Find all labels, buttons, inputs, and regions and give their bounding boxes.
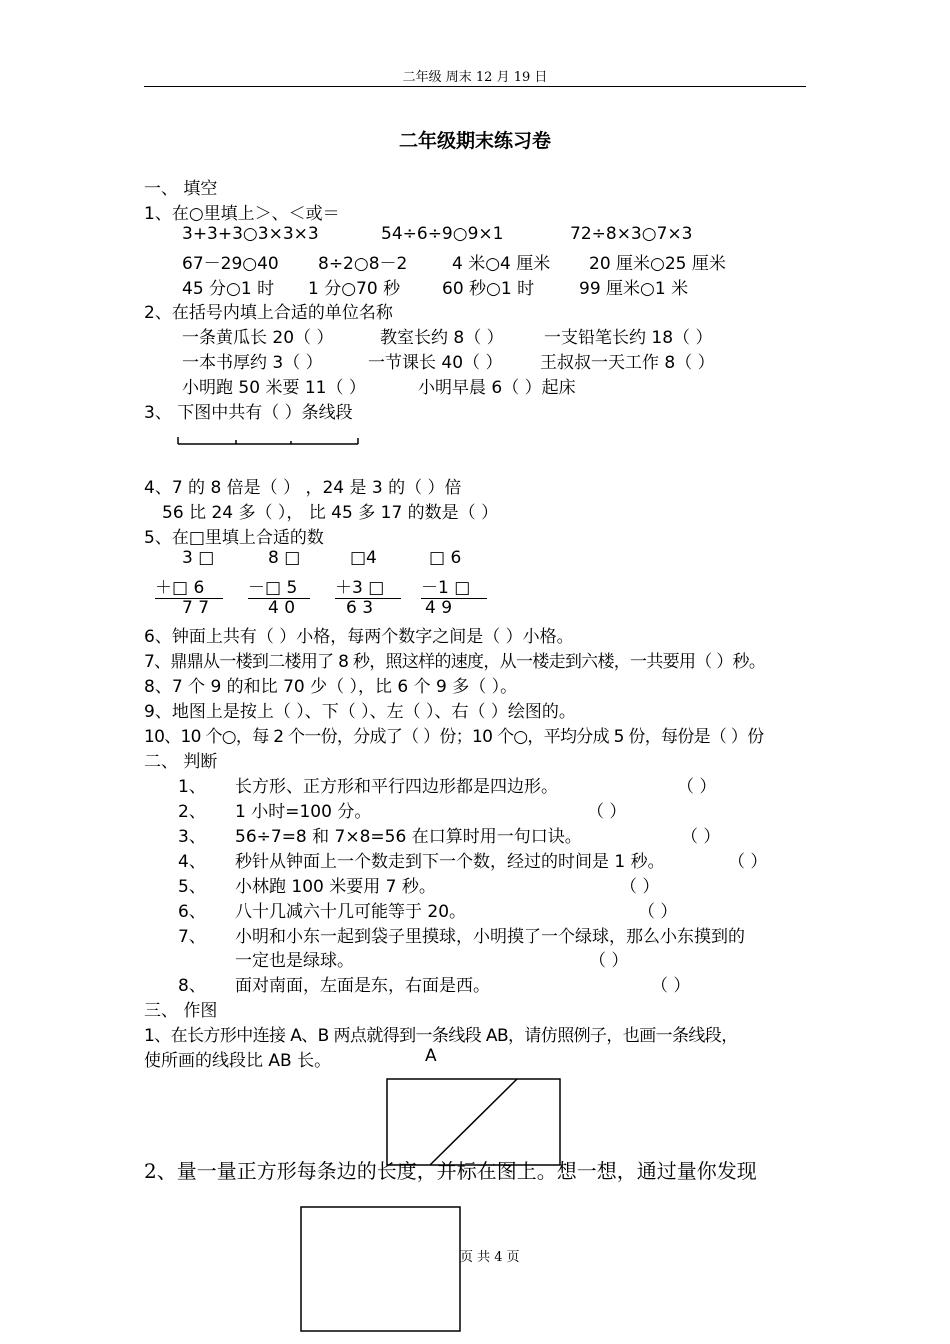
draw-q1-line1: 1、在长方形中连接 A、B 两点就得到一条线段 AB，请仿照例子，也画一条线段，: [144, 1026, 738, 1046]
q1-item: 99 厘米○1 米: [579, 279, 689, 299]
q2-item: 小明跑 50 米要 11（ ）: [182, 378, 366, 398]
judge-num: 7、: [178, 927, 206, 947]
q1-item: 8÷2○8－2: [318, 254, 408, 274]
judge-num: 6、: [178, 902, 206, 922]
q5-result: 4 0: [268, 598, 296, 618]
judge-paren: （ ）: [587, 802, 627, 822]
judge-text: 小林跑 100 米要用 7 秒。: [235, 877, 436, 897]
judge-num: 4、: [178, 852, 206, 872]
q1-item: 20 厘米○25 厘米: [589, 254, 726, 274]
header-rule: [144, 86, 806, 87]
q5-top: 3 □: [182, 548, 215, 568]
judge-num: 5、: [178, 877, 206, 897]
q5-top: □4: [350, 548, 377, 568]
q1-prompt: 1、在○里填上＞、＜或＝: [144, 204, 340, 224]
section-1-heading: 一、 填空: [144, 179, 218, 199]
section-2-heading: 二、 判断: [144, 752, 218, 772]
judge-paren: （ ）: [677, 777, 717, 797]
q7: 7、鼎鼎从一楼到二楼用了 8 秒，照这样的速度，从一楼走到六楼，一共要用（ ）秒。: [144, 652, 766, 672]
point-a-label: A: [425, 1046, 437, 1066]
section-3-heading: 三、 作图: [144, 1001, 218, 1021]
judge-paren: （ ）: [589, 951, 629, 971]
q2-item: 王叔叔一天工作 8（ ）: [540, 353, 715, 373]
judge-num: 3、: [178, 827, 206, 847]
square-figure: [300, 1206, 462, 1334]
q6: 6、钟面上共有（ ）小格，每两个数字之间是（ ）小格。: [144, 627, 574, 647]
q9: 9、地图上是按上（ ）、下（ ）、左（ ）、右（ ）绘图的。: [144, 702, 576, 722]
q2-item: 一条黄瓜长 20（ ）: [182, 328, 334, 348]
q5-top: □ 6: [429, 548, 462, 568]
q5-op: ＋3 □: [335, 573, 401, 599]
q5-op: －□ 5: [248, 573, 310, 599]
q4-line1: 4、7 的 8 倍是（ ） ，24 是 3 的（ ）倍: [144, 478, 462, 498]
q1-item: 67－29○40: [182, 254, 279, 274]
q8: 8、7 个 9 的和比 70 少（ ），比 6 个 9 多（ ）。: [144, 677, 518, 697]
judge-paren: （ ）: [638, 902, 678, 922]
q5-result: 4 9: [425, 598, 453, 618]
square: [301, 1207, 460, 1331]
judge-paren: （ ）: [651, 976, 691, 996]
judge-text: 面对南面，左面是东，右面是西。: [235, 976, 490, 996]
judge-num: 2、: [178, 802, 206, 822]
page-header: 二年级 周末 12 月 19 日: [402, 70, 548, 85]
q2-prompt: 2、在括号内填上合适的单位名称: [144, 303, 393, 323]
q5-top: 8 □: [268, 548, 301, 568]
judge-text: 1 小时=100 分。: [235, 802, 372, 822]
judge-paren: （ ）: [620, 877, 660, 897]
judge-text: 小明和小东一起到袋子里摸球，小明摸了一个绿球，那么小东摸到的: [235, 927, 745, 947]
judge-num: 8、: [178, 976, 206, 996]
q5-result: 6 3: [346, 598, 374, 618]
q1-item: 4 米○4 厘米: [452, 254, 551, 274]
judge-text: 56÷7=8 和 7×8=56 在口算时用一句口诀。: [235, 827, 582, 847]
q2-item: 一支铅笔长约 18（ ）: [544, 328, 713, 348]
q5-op: －1 □: [421, 573, 487, 599]
judge-text-cont: 一定也是绿球。: [235, 951, 354, 971]
q4-line2: 56 比 24 多（ ）， 比 45 多 17 的数是（ ）: [162, 503, 499, 523]
judge-paren: （ ）: [728, 852, 768, 872]
draw-q2: 2、量一量正方形每条边的长度，并标在图上。想一想，通过量你发现: [144, 1159, 757, 1183]
q1-item: 60 秒○1 时: [442, 279, 535, 299]
page-footer: 页 共 4 页: [460, 1250, 520, 1265]
judge-paren: （ ）: [681, 827, 721, 847]
segment-figure: [176, 432, 362, 448]
q2-item: 一本书厚约 3（ ）: [182, 353, 323, 373]
q5-op: ＋□ 6: [155, 573, 223, 599]
draw-q1-line2: 使所画的线段比 AB 长。: [144, 1051, 332, 1071]
judge-text: 八十几减六十几可能等于 20。: [235, 902, 467, 922]
q3-prompt: 3、 下图中共有（ ）条线段: [144, 403, 353, 423]
q1-item: 54÷6÷9○9×1: [381, 224, 504, 244]
judge-text: 秒针从钟面上一个数走到下一个数，经过的时间是 1 秒。: [235, 852, 665, 872]
q2-item: 一节课长 40（ ）: [368, 353, 503, 373]
q1-item: 45 分○1 时: [182, 279, 275, 299]
q2-item: 小明早晨 6（ ）起床: [418, 378, 576, 398]
judge-text: 长方形、正方形和平行四边形都是四边形。: [235, 777, 558, 797]
q10: 10、10 个○，每 2 个一份，分成了（ ）份；10 个○，平均分成 5 份，每份是（ ）份: [144, 727, 764, 747]
judge-num: 1、: [178, 777, 206, 797]
q5-prompt: 5、在□里填上合适的数: [144, 528, 324, 548]
q5-result: 7 7: [182, 598, 210, 618]
q1-item: 72÷8×3○7×3: [570, 224, 693, 244]
segment-ab: [430, 1079, 517, 1165]
q2-item: 教室长约 8（ ）: [380, 328, 504, 348]
q1-item: 3+3+3○3×3×3: [182, 224, 319, 244]
page-title: 二年级期末练习卷: [398, 130, 551, 152]
q1-item: 1 分○70 秒: [308, 279, 401, 299]
